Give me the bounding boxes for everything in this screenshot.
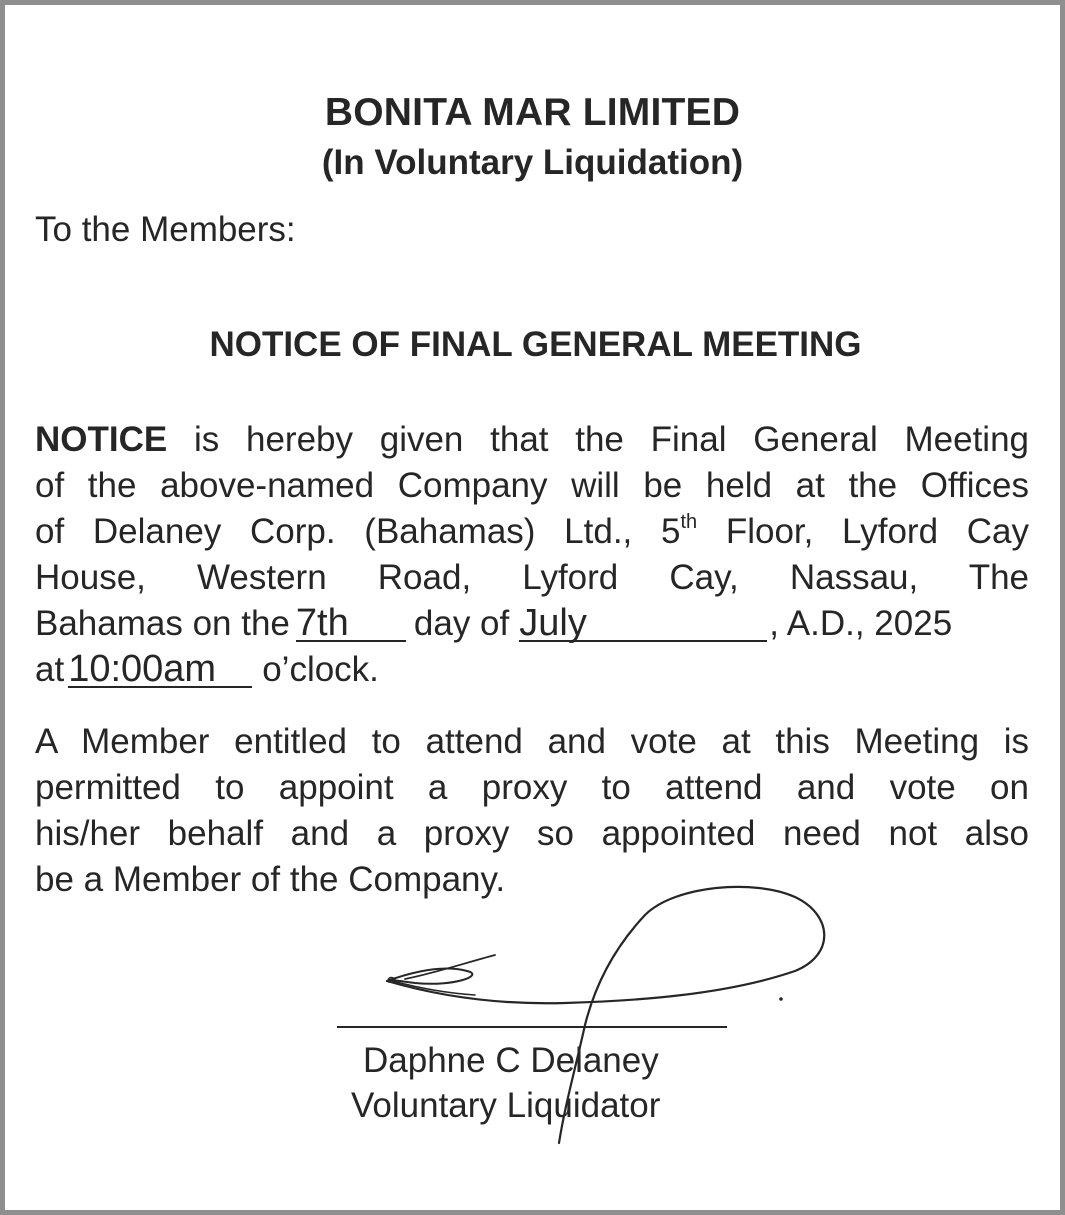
company-status: (In Voluntary Liquidation) [321,143,744,182]
notice-line-5-pre: Bahamas on the [35,604,290,643]
proxy-line-1: A Member entitled to attend and vote at this Meeting is [35,722,1029,761]
notice-lead-word: NOTICE [35,420,168,459]
notice-title: NOTICE OF FINAL GENERAL MEETING [209,325,862,364]
notice-line-6-post: o’clock. [262,650,379,689]
meeting-month-field: July [519,606,767,642]
notice-line-5-mid: day of [413,604,510,643]
notice-line-3-post: Floor, Lyford Cay [697,512,1029,551]
notice-line-5-post: , A.D., 2025 [769,604,953,643]
notice-line-5 [35,601,1029,647]
floor-ordinal-suffix: th [680,511,698,534]
proxy-line-4: be a Member of the Company. [35,860,506,899]
meeting-day-field: 7th [296,606,406,642]
proxy-line-3: his/her behalf and a proxy so appointed need not also [35,814,1029,853]
notice-line-6-pre: at [35,650,65,689]
notice-line-4: House, Western Road, Lyford Cay, Nassau, The [35,558,1029,597]
handwritten-signature [375,875,845,1155]
salutation: To the Members: [35,210,296,249]
company-name: BONITA MAR LIMITED [324,91,741,134]
notice-line-1-text: is hereby given that the Final General Meeting [167,420,1029,459]
proxy-line-2: permitted to appoint a proxy to attend and vote on [35,768,1029,807]
notice-line-1 [35,417,1029,463]
notice-paragraph [35,417,1029,693]
meeting-time-field: 10:00am [68,652,252,688]
notice-line-6 [35,647,1029,693]
signatory-name: Daphne C Delaney [363,1041,659,1080]
signatory-title: Voluntary Liquidator [351,1086,661,1125]
notice-line-2: of the above-named Company will be held at the Offices [35,466,1029,505]
notice-line-3 [35,509,1029,555]
notice-line-3-pre: of Delaney Corp. (Bahamas) Ltd., 5 [35,512,681,551]
